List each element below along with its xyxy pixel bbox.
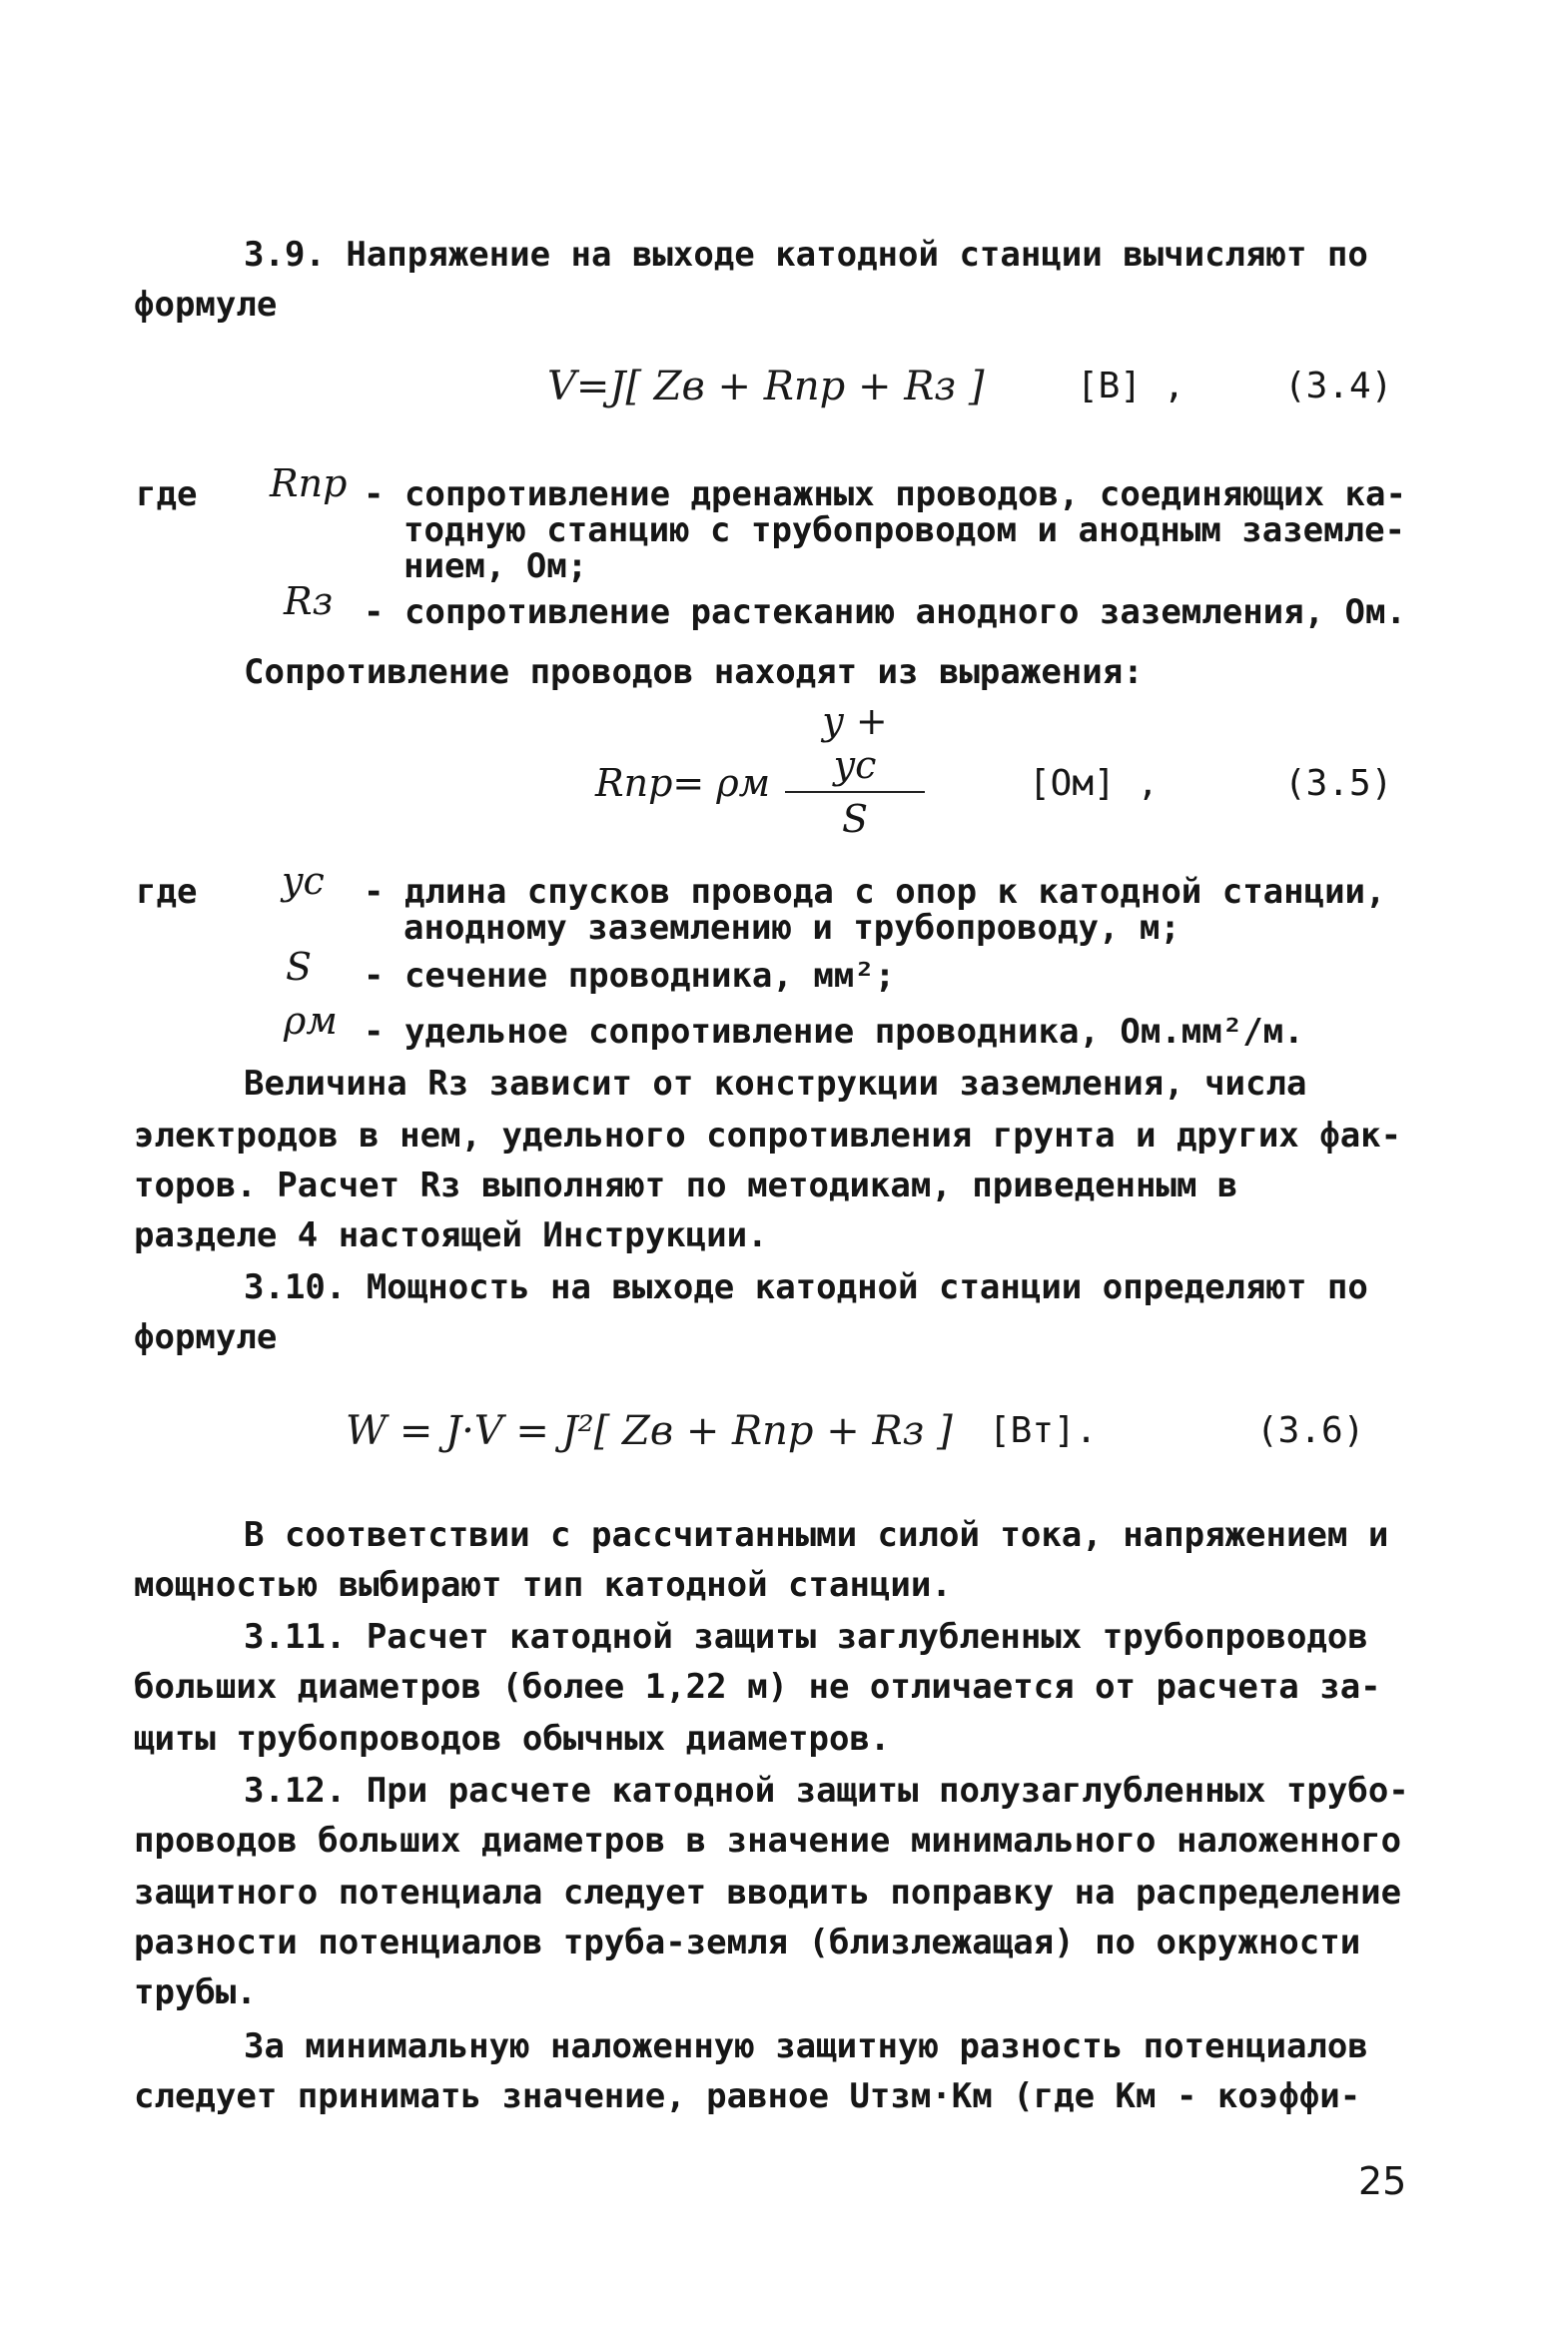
paragraph-line: трубы. bbox=[134, 1972, 257, 2012]
paragraph-line: За минимальную наложенную защитную разность потенциалов bbox=[244, 2026, 1368, 2066]
definition-line: - сопротивление растеканию анодного заземления, Ом. bbox=[364, 592, 1406, 632]
definition-line: - сечение проводника, мм²; bbox=[364, 956, 896, 996]
paragraph-line: Сопротивление проводов находят из выражения: bbox=[244, 652, 1144, 692]
equation-number: (3.4) bbox=[1284, 366, 1393, 406]
paragraph-line: формуле bbox=[134, 1317, 278, 1357]
paragraph-line: разделе 4 настоящей Инструкции. bbox=[134, 1215, 768, 1255]
symbol: ρм bbox=[284, 999, 338, 1043]
paragraph-line: щиты трубопроводов обычных диаметров. bbox=[134, 1719, 891, 1759]
paragraph-line: защитного потенциала следует вводить поправку на распределение bbox=[134, 1873, 1402, 1913]
formula-unit: [Вт]. bbox=[989, 1410, 1098, 1451]
definition-line: - сопротивление дренажных проводов, соединяющих ка- bbox=[364, 474, 1406, 514]
paragraph-line: 3.9. Напряжение на выходе катодной станции вычисляют по bbox=[244, 235, 1368, 275]
equation-number: (3.6) bbox=[1256, 1410, 1365, 1451]
page-number: 25 bbox=[1358, 2159, 1407, 2203]
symbol: S bbox=[286, 945, 313, 989]
formula-unit: [Ом] , bbox=[1029, 763, 1160, 804]
paragraph-line: следует принимать значение, равное Uтзм·Kм (где Kм - коэффи- bbox=[134, 2076, 1361, 2116]
formula-3-4: V=J[ Zв + Rпр + Rз ] bbox=[547, 364, 985, 409]
paragraph-line: В соответствии с рассчитанными силой тока, напряжением и bbox=[244, 1515, 1389, 1555]
definition-line: - длина спусков провода с опор к катодной станции, bbox=[364, 872, 1386, 912]
where-label: где bbox=[136, 872, 198, 912]
definition-line: тодную станцию с трубопроводом и анодным заземле- bbox=[403, 510, 1406, 550]
definition-line: - удельное сопротивление проводника, Ом.мм²/м. bbox=[364, 1012, 1304, 1052]
paragraph-line: Величина Rз зависит от конструкции заземления, числа bbox=[244, 1064, 1307, 1104]
paragraph-line: 3.11. Расчет катодной защиты заглубленных трубопроводов bbox=[244, 1617, 1368, 1657]
definition-line: анодному заземлению и трубопроводу, м; bbox=[403, 908, 1180, 948]
paragraph-line: проводов больших диаметров в значение минимального наложенного bbox=[134, 1821, 1402, 1861]
definition-line: нием, Ом; bbox=[403, 546, 588, 586]
fraction-denominator: S bbox=[841, 797, 869, 841]
where-label: где bbox=[136, 474, 198, 514]
paragraph-line: формуле bbox=[134, 285, 278, 325]
paragraph-line: 3.12. При расчете катодной защиты полузаглубленных трубо- bbox=[244, 1771, 1409, 1811]
symbol: yc bbox=[282, 859, 325, 903]
equation-number: (3.5) bbox=[1284, 763, 1393, 804]
paragraph-line: торов. Расчет Rз выполняют по методикам, приведенным в bbox=[134, 1166, 1238, 1205]
paragraph-line: мощностью выбирают тип катодной станции. bbox=[134, 1565, 952, 1605]
paragraph-line: разности потенциалов труба-земля (близлежащая) по окружности bbox=[134, 1923, 1361, 1962]
formula-3-5-lhs: Rпр= ρм bbox=[595, 761, 771, 805]
formula-unit: [B] , bbox=[1077, 366, 1185, 406]
paragraph-line: электродов в нем, удельного сопротивления грунта и других фак- bbox=[134, 1116, 1402, 1156]
paragraph-line: 3.10. Мощность на выходе катодной станции определяют по bbox=[244, 1267, 1368, 1307]
formula-3-5-fraction bbox=[785, 699, 925, 841]
symbol: Rпр bbox=[270, 461, 348, 505]
paragraph-line: больших диаметров (более 1,22 м) не отличается от расчета за- bbox=[134, 1667, 1381, 1707]
formula-3-6: W = J·V = J²[ Zв + Rпр + Rз ] bbox=[346, 1408, 953, 1454]
symbol: Rз bbox=[284, 579, 334, 623]
fraction-numerator: y + yc bbox=[785, 699, 925, 793]
